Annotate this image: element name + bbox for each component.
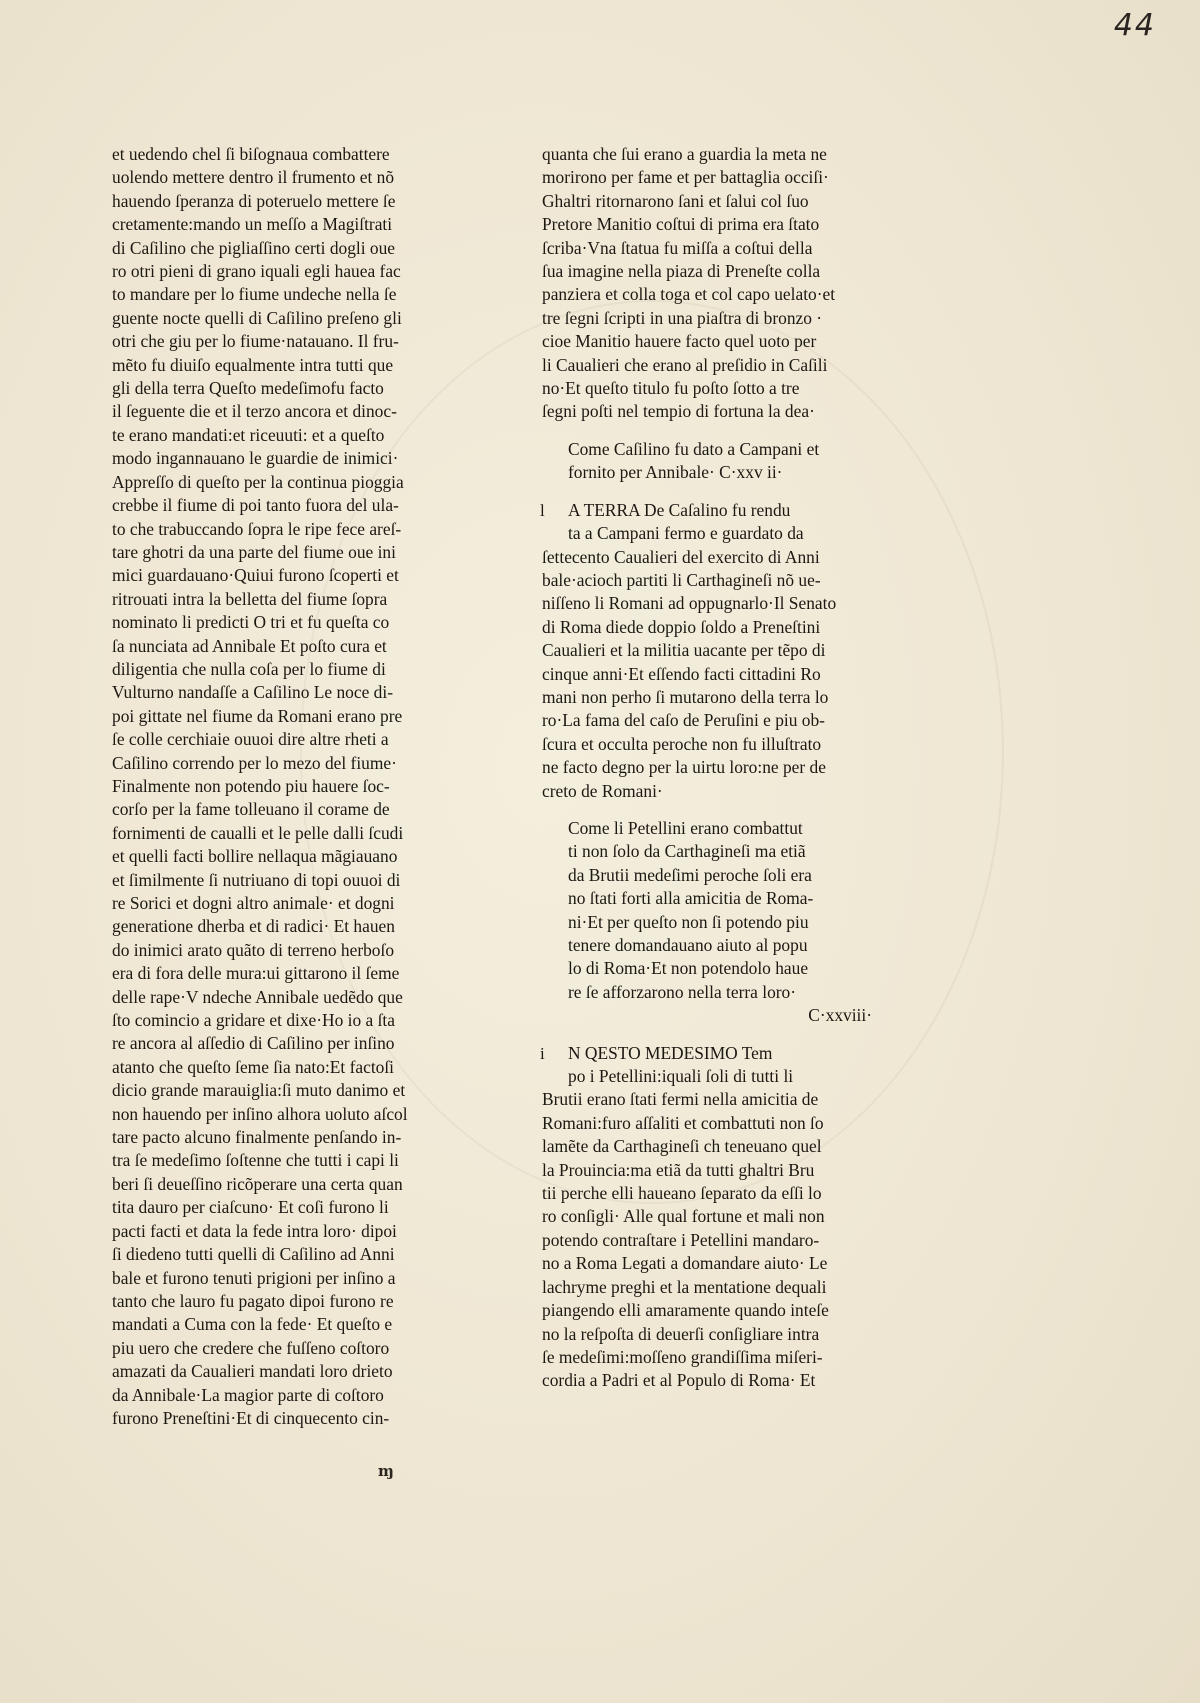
text-line: gli della terra Queſto medeſimofu facto	[112, 378, 384, 399]
text-line: crebbe il fiume di poi tanto fuora del ula-	[112, 495, 399, 516]
text-line: modo ingannauano le guardie de inimici·	[112, 448, 399, 469]
text-line: uolendo mettere dentro il frumento et nõ	[112, 167, 395, 188]
text-line: il ſeguente die et il terzo ancora et dinoc-	[112, 401, 397, 422]
text-line: re ancora al aſſedio di Caſilino per inſino	[112, 1033, 395, 1054]
text-line: piangendo elli amaramente quando inteſe	[542, 1300, 829, 1321]
text-line: Appreſſo di queſto per la continua pioggia	[112, 471, 404, 492]
text-line: et quelli facti bollire nellaqua mãgiauano	[112, 846, 398, 867]
text-line: re ſe afforzarono nella terra loro·	[568, 981, 797, 1002]
text-line: tre ſegni ſcripti in una piaſtra di bronzo ·	[542, 307, 823, 328]
folio-number: 44	[1113, 8, 1156, 43]
text-line: et uedendo chel ſi biſognaua combattere	[112, 144, 390, 164]
text-line: mandati a Cuma con la fede· Et queſto e	[112, 1314, 393, 1335]
text-line: tii perche elli haueano ſeparato da eſſi lo	[542, 1183, 822, 1204]
text-line: ſcura et occulta peroche non fu illuſtrato	[542, 733, 822, 754]
text-line: lamẽte da Carthagineſi ch teneuano quel	[542, 1136, 822, 1157]
text-line: ritrouati intra la belletta del fiume ſopra	[112, 588, 388, 609]
text-line: et ſimilmente ſi nutriuano di topi ouuoi di	[112, 869, 401, 890]
text-line: quanta che ſui erano a guardia la meta ne	[542, 144, 827, 164]
text-line: tare pacto alcuno finalmente penſando in-	[112, 1127, 402, 1148]
text-line: to che trabuccando ſopra le ripe fece areſ-	[112, 518, 402, 539]
text-line: re Sorici et dogni altro animale· et dogni	[112, 893, 395, 913]
text-line: bale·acioch partiti li Carthagineſi nõ ue-	[542, 569, 821, 590]
text-line: Caſilino correndo per lo mezo del fiume·	[112, 752, 397, 773]
text-line: potendo contraſtare i Petellini mandaro-	[542, 1229, 820, 1250]
text-line: da Annibale·La magior parte di coſtoro	[112, 1384, 384, 1405]
text-line: fornito per Annibale· C·xxv ii·	[568, 462, 783, 483]
text-line: era di fora delle mura:ui gittarono il ſeme	[112, 963, 400, 984]
text-line: niſſeno li Romani ad oppugnarlo·Il Senato	[542, 593, 837, 614]
text-line: ni·Et per queſto non ſi potendo piu	[568, 911, 809, 932]
text-line: te erano mandati:et riceuuti: et a queſto	[112, 424, 385, 445]
paragraph-1	[542, 143, 872, 424]
text-line: la Prouincia:ma etiã da tutti ghaltri Bru	[542, 1159, 815, 1180]
text-line: ro conſigli· Alle qual fortune et mali non	[542, 1206, 825, 1227]
text-line: Vulturno nandaſſe a Caſilino Le noce di-	[112, 682, 393, 703]
text-line: creto de Romani·	[542, 780, 663, 801]
text-line: poi gittate nel fiume da Romani erano pre	[112, 705, 403, 726]
text-line: cinque anni·Et eſſendo facti cittadini Ro	[542, 663, 821, 684]
text-line: no la reſpoſta di deuerſi conſigliare intra	[542, 1323, 820, 1344]
text-line: amazati da Caualieri mandati loro drieto	[112, 1361, 393, 1382]
paragraph-3	[542, 1042, 872, 1393]
text-line: bale et furono tenuti prigioni per inſino a	[112, 1267, 396, 1288]
paragraph-2	[542, 499, 872, 803]
text-line: ſto comincio a gridare et dixe·Ho io a ſta	[112, 1010, 395, 1031]
text-line: Come Caſilino fu dato a Campani et	[568, 438, 820, 459]
text-line: do inimici arato quãto di terreno herboſo	[112, 939, 395, 960]
text-line: ſua imagine nella piaza di Preneſte colla	[542, 261, 821, 282]
text-line: ne facto degno per la uirtu loro:ne per de	[542, 757, 826, 778]
text-line: cioe Manitio hauere facto quel uoto per	[542, 331, 817, 352]
text-line: ſa nunciata ad Annibale Et poſto cura et	[112, 635, 387, 656]
text-line: ſe colle cerchiaie ouuoi dire altre rheti a	[112, 729, 389, 750]
text-line: Ghaltri ritornarono ſani et ſalui col ſuo	[542, 190, 809, 211]
text-line: A TERRA De Caſalino fu rendu	[568, 499, 791, 520]
text-line: Come li Petellini erano combattut	[568, 817, 803, 838]
text-line: ta a Campani fermo e guardato da	[568, 523, 804, 544]
text-line: tanto che lauro fu pagato dipoi furono re	[112, 1290, 394, 1311]
text-line: guente nocte quelli di Caſilino preſeno gli	[112, 307, 402, 328]
text-line: Pretore Manitio coſtui di prima era ſtato	[542, 214, 820, 235]
guide-letter-i: i	[540, 1043, 545, 1063]
text-line: ſcriba·Vna ſtatua fu miſſa a coſtui della	[542, 237, 813, 258]
text-line: corſo per la fame tolleuano il corame de	[112, 799, 390, 820]
text-line: ro otri pieni di grano iquali egli hauea fac	[112, 261, 401, 282]
text-line: di Roma diede doppio ſoldo a Preneſtini	[542, 616, 821, 637]
text-line: tra ſe medeſimo ſoſtenne che tutti i capi li	[112, 1150, 399, 1171]
text-line: diligentia che nulla coſa per lo fiume di	[112, 658, 386, 679]
text-line: fornimenti de caualli et le pelle dalli ſcudi	[112, 822, 404, 843]
text-line: dicio grande marauiglia:ſi muto danimo et	[112, 1080, 406, 1101]
text-line: piu uero che credere che fuſſeno coſtoro	[112, 1337, 390, 1358]
chapter-heading-28	[542, 817, 872, 1028]
text-line: generatione dherba et di radici· Et hauen	[112, 916, 395, 937]
text-line: no ſtati forti alla amicitia de Roma-	[568, 888, 814, 909]
text-line: cretamente:mando un meſſo a Magiſtrati	[112, 214, 393, 235]
right-column	[542, 143, 872, 1393]
text-line: no·Et queſto titulo fu poſto ſotto a tre	[542, 378, 800, 399]
text-line: no a Roma Legati a domandare aiuto· Le	[542, 1253, 828, 1274]
text-line: tita dauro per ciaſcuno· Et coſi furono li	[112, 1197, 389, 1218]
text-line: da Brutii medeſimi peroche ſoli era	[568, 864, 812, 885]
left-column	[112, 143, 440, 1430]
text-line: non hauendo per inſino alhora uoluto aſcol	[112, 1103, 408, 1124]
text-line: otri che giu per lo fiume·natauano. Il fru-	[112, 331, 399, 352]
text-line: Brutii erano ſtati fermi nella amicitia de	[542, 1089, 819, 1110]
text-line: nominato li predicti O tri et fu queſta co	[112, 612, 390, 633]
text-line: tare ghotri da una parte del fiume oue ini	[112, 541, 396, 562]
text-line: pacti facti et data la fede intra loro· dipoi	[112, 1220, 397, 1241]
text-line: ti non ſolo da Carthagineſi ma etiã	[568, 841, 806, 862]
text-line: ſegni poſti nel tempio di fortuna la dea·	[542, 401, 815, 422]
text-line: mẽto fu diuiſo equalmente intra tutti que	[112, 354, 394, 375]
text-line: lo di Roma·Et non potendolo haue	[568, 958, 809, 979]
text-line: cordia a Padri et al Populo di Roma· Et	[542, 1370, 816, 1391]
guide-letter-l: l	[540, 500, 545, 520]
text-line: di Caſilino che pigliaſſino certi dogli oue	[112, 237, 396, 258]
text-line: delle rape·V ndeche Annibale uedẽdo que	[112, 986, 403, 1007]
text-line: po i Petellini:iquali ſoli di tutti li	[568, 1066, 794, 1087]
text-line: ſettecento Caualieri del exercito di Anni	[542, 546, 820, 567]
text-line: panziera et colla toga et col capo uelato·et	[542, 284, 836, 305]
text-line: ſe medeſimi:moſſeno grandiſſima miſeri-	[542, 1346, 823, 1367]
text-line: N QESTO MEDESIMO Tem	[568, 1042, 773, 1063]
text-line: lachryme preghi et la mentatione dequali	[542, 1276, 827, 1297]
text-line: atanto che queſto ſeme ſia nato:Et factoſi	[112, 1056, 395, 1077]
text-line: mici guardauano·Quiui furono ſcoperti et	[112, 565, 399, 586]
text-line: mani non perho ſi mutarono della terra lo	[542, 686, 829, 707]
text-line: Romani:furo aſſaliti et combattuti non ſo	[542, 1112, 824, 1133]
text-line: beri ſi deueſſino ricõperare una certa quan	[112, 1173, 403, 1194]
text-line: morirono per fame et per battaglia occiſi·	[542, 167, 829, 188]
text-line: Finalmente non potendo piu hauere ſoc-	[112, 775, 390, 796]
text-line: furono Preneſtini·Et di cinquecento cin-	[112, 1407, 390, 1428]
text-line: li Caualieri che erano al preſidio in Caſili	[542, 354, 828, 375]
chapter-heading-25	[542, 438, 872, 485]
text-line: hauendo ſperanza di poteruelo mettere ſe	[112, 190, 396, 211]
text-line: tenere domandauano aiuto al popu	[568, 935, 808, 955]
text-line: Caualieri et la militia uacante per tẽpo di	[542, 640, 826, 661]
chapter-number: C·xxviii·	[808, 1005, 872, 1026]
text-line: ſi diedeno tutti quelli di Caſilino ad Anni	[112, 1244, 395, 1265]
quire-mark: ɱ	[378, 1462, 394, 1480]
text-line: to mandare per lo fiume undeche nella ſe	[112, 284, 397, 305]
text-line: ro·La fama del caſo de Peruſini e piu ob-	[542, 710, 825, 731]
